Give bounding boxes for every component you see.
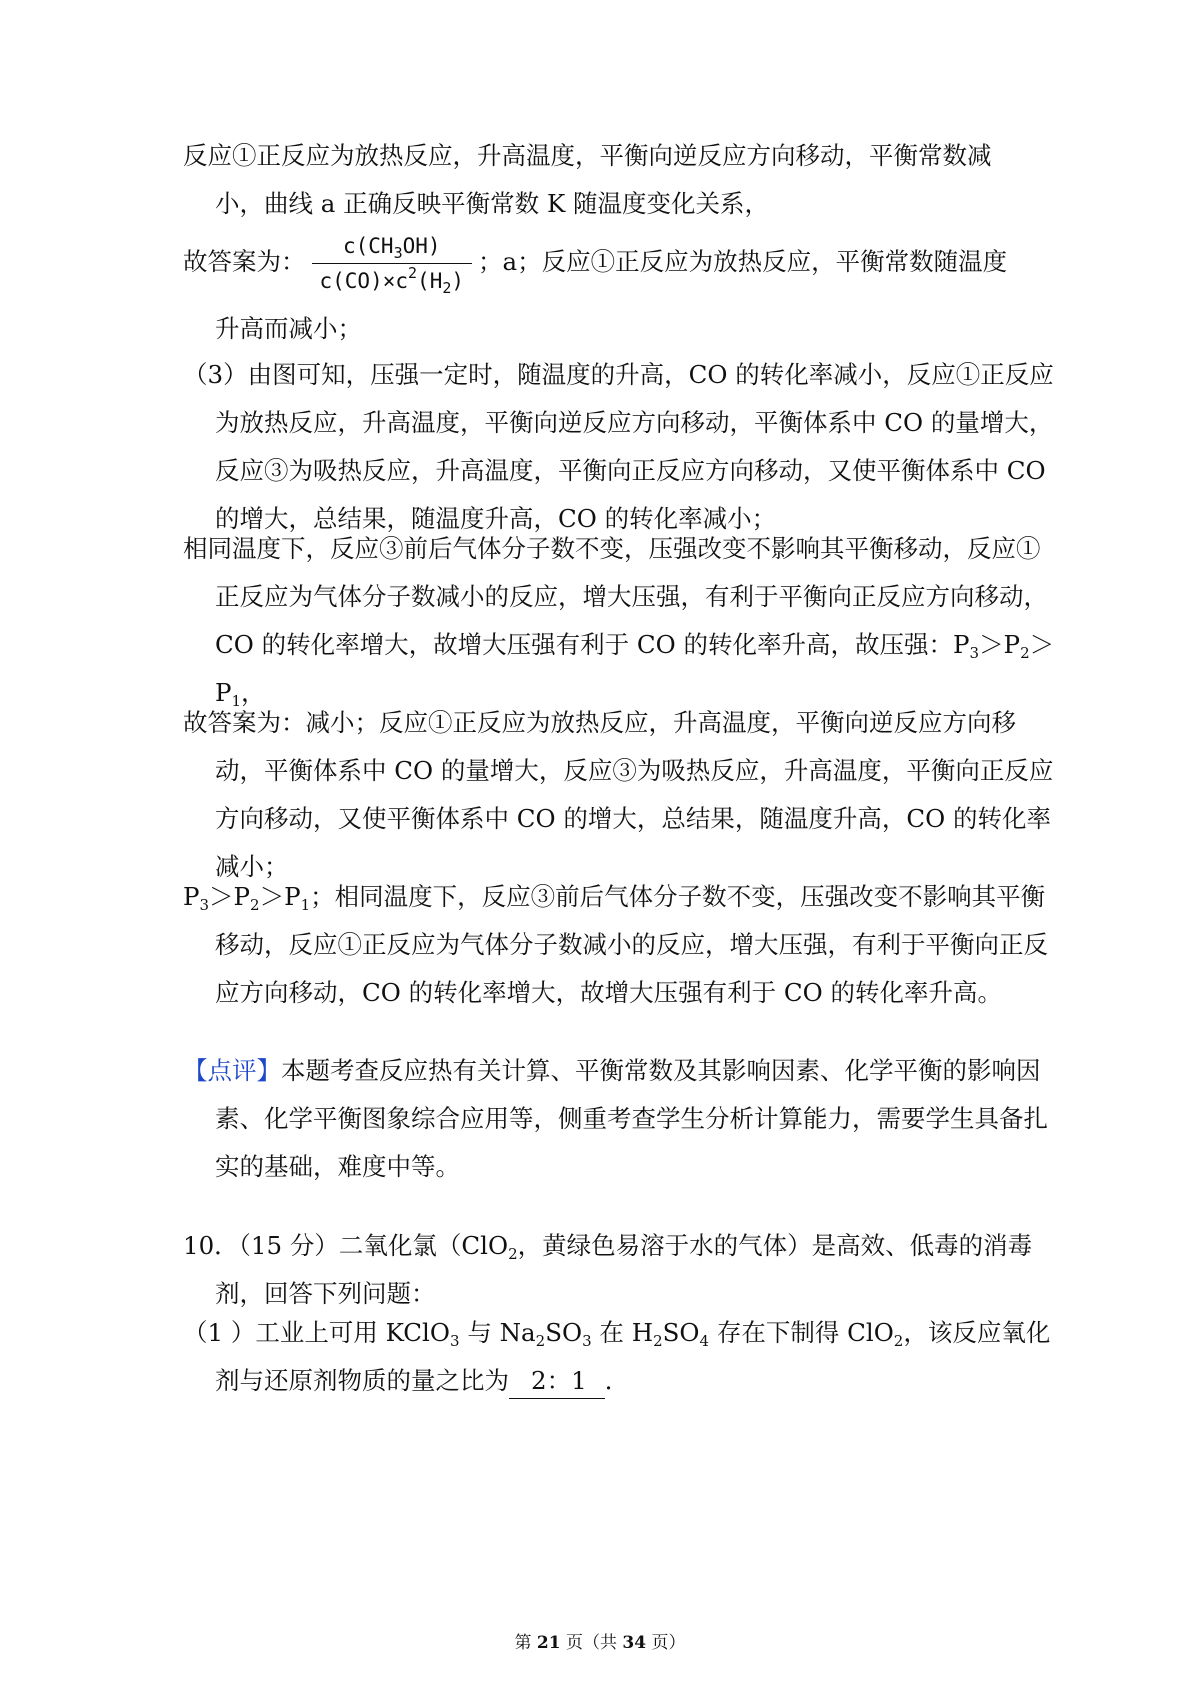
fraction-numerator: $c(CH_3OH)$ — [312, 231, 473, 264]
text: 升高而减小； — [215, 314, 362, 343]
paragraph-answer-part-3 — [183, 699, 1055, 891]
paragraph-answer-continued — [183, 305, 1055, 353]
text: ；相同温度下，反应③前后气体分子数不变，压强改变不影响其平衡移动，反应①正反应为气体分子数减小的反应，增大压强，有利于平衡向正反应方向移动，CO 的转化率增大，故增大压强有利于 CO 的转化率升高。 — [215, 882, 1048, 1007]
question-10: 10．（15 分）二氧化氯（ClO$_2$，黄绿色易溶于水的气体）是高效、低毒的消毒剂，回答下列问题： — [183, 1231, 1033, 1308]
fraction-denominator: $c(CO)\times c^2(H_2)$ — [319, 264, 465, 297]
paragraph-pressure-answer: $P_3>P_2>P_1$；相同温度下，反应③前后气体分子数不变，压强改变不影响其平衡移动，反应①正反应为气体分子数减小的反应，增大压强，有利于平衡向正反应方向移动，CO 的转化率增大，故增大压强有利于 CO 的转化率升高。 — [183, 882, 1048, 1007]
text: 本题考查反应热有关计算、平衡常数及其影响因素、化学平衡的影响因素、化学平衡图象综合应用等，侧重考查学生分析计算能力，需要学生具备扎实的基础，难度中等。 — [215, 1056, 1048, 1181]
text: 故答案为：减小；反应①正反应为放热反应，升高温度，平衡向逆反应方向移动，平衡体系中 CO 的量增大，反应③为吸热反应，升高温度，平衡向正反应方向移动，又使平衡体系中 CO 的增大，总结果，随温度升高，CO 的转化率减小； — [183, 708, 1054, 881]
comment-tag: 【点评】 — [183, 1056, 281, 1085]
page-number: 21 — [536, 1633, 561, 1653]
paragraph-part-3 — [183, 351, 1055, 543]
paragraph-answer-k-expression — [183, 220, 1055, 304]
text: 反应①正反应为放热反应，升高温度，平衡向逆反应方向移动，平衡常数减 — [183, 141, 992, 170]
paragraph-equilibrium-k — [183, 132, 1055, 228]
paragraph-pressure-analysis: 相同温度下，反应③前后气体分子数不变，压强改变不影响其平衡移动，反应①正反应为气体分子数减小的反应，增大压强，有利于平衡向正反应方向移动，CO 的转化率增大，故增大压强有利于 CO 的转化率升高，故压强：$P_3>P_2>P_1$， — [183, 534, 1055, 710]
page-footer: 第 21 页（共 34 页） — [514, 1633, 686, 1653]
page-total: 34 — [622, 1633, 647, 1653]
text: 小，曲线 a 正确反映平衡常数 K 随温度变化关系， — [215, 189, 770, 218]
paragraph-comment — [183, 1047, 1055, 1191]
question-10-part-1: （1 ）工业上可用 KClO$_3$ 与 $Na_2SO_3$ 在 $H_2SO_4$ 存在下制得 ClO$_2$，该反应氧化剂与还原剂物质的量之比为 2：1 ． — [183, 1309, 1055, 1405]
text: 相同温度下，反应③前后气体分子数不变，压强改变不影响其平衡移动，反应①正反应为气体分子数减小的反应，增大压强，有利于平衡向正反应方向移动，CO 的转化率增大，故增大压强有利于 CO 的转化率升高，故压强：P — [183, 534, 1048, 659]
k-expression-fraction — [312, 231, 473, 296]
answer-blank: 2：1 — [509, 1364, 605, 1399]
text: （3）由图可知，压强一定时，随温度的升高，CO 的转化率减小，反应①正反应为放热反应，升高温度，平衡向逆反应方向移动，平衡体系中 CO 的量增大，反应③为吸热反应，升高温度，平衡向正反应方向移动，又使平衡体系中 CO 的增大，总结果，随温度升高，CO 的转化率减小； — [183, 360, 1054, 533]
text: 故答案为： — [183, 247, 306, 276]
text: ；a；反应①正反应为放热反应，平衡常数随温度 — [478, 247, 1008, 276]
